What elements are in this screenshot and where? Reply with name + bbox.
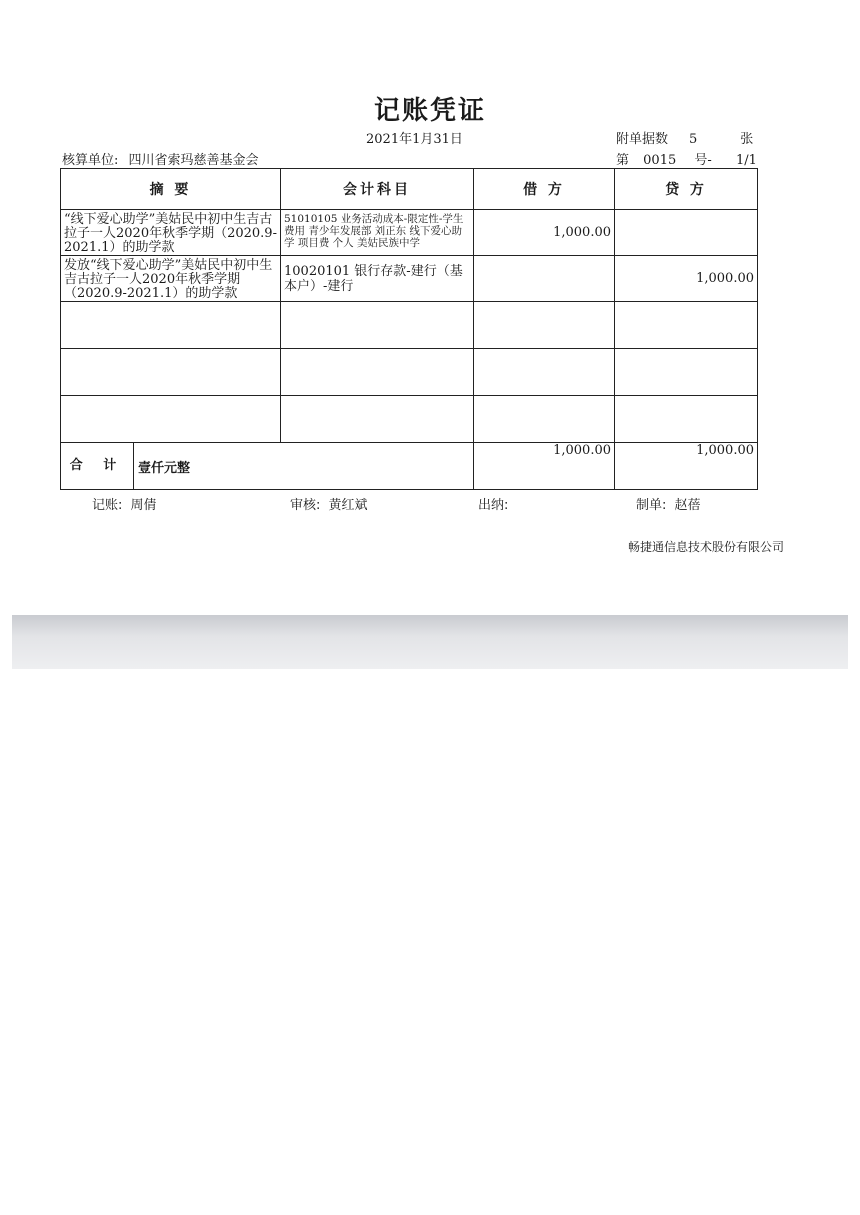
- software-company: 畅捷通信息技术股份有限公司: [628, 540, 785, 554]
- attachments-number: 5: [689, 132, 698, 147]
- entry-subject: 51010105 业务活动成本-限定性-学生费用 青少年发展部 刘正东 线下爱心助学 项目费 个人 美姑民族中学: [281, 210, 474, 256]
- accounting-unit: [62, 149, 259, 168]
- entry-debit: [474, 210, 615, 256]
- scan-edge: [12, 615, 848, 669]
- attachments-count: [616, 128, 753, 147]
- bookkeeper-name: 周倩: [130, 498, 157, 513]
- entry-credit: [615, 210, 758, 256]
- empty-row: [61, 349, 758, 396]
- header-summary: 摘 要: [61, 169, 281, 210]
- voucher-title: 记账凭证: [373, 96, 486, 126]
- voucher-page: 1/1: [735, 153, 757, 168]
- table-header-row: [61, 169, 758, 210]
- preparer-signature: [636, 494, 701, 513]
- accounting-unit-label: 核算单位:: [62, 153, 119, 168]
- empty-row: [61, 302, 758, 349]
- attachments-label: 附单据数: [616, 132, 669, 147]
- entry-credit-value: 1,000.00: [696, 271, 754, 286]
- total-label: 合 计: [61, 443, 134, 489]
- bookkeeper-label: 记账:: [92, 498, 123, 513]
- total-debit: [474, 443, 615, 490]
- table-row: [61, 210, 758, 256]
- entry-credit: [615, 256, 758, 302]
- voucher-date: 2021年1月31日: [366, 132, 463, 147]
- accounting-unit-value: 四川省索玛慈善基金会: [128, 153, 259, 168]
- reviewer-signature: [290, 494, 368, 513]
- voucher-number-suffix: 号-: [694, 153, 712, 168]
- voucher-table: [60, 168, 758, 490]
- header-debit: 借 方: [474, 169, 615, 210]
- voucher-number: [616, 149, 757, 168]
- voucher-number-value: 0015: [643, 153, 677, 168]
- voucher-number-prefix: 第: [616, 153, 630, 168]
- entry-debit: [474, 256, 615, 302]
- entry-debit-value: 1,000.00: [553, 225, 611, 240]
- total-credit: [615, 443, 758, 490]
- total-row: [61, 443, 758, 490]
- cashier-signature: [478, 494, 508, 513]
- preparer-label: 制单:: [636, 498, 667, 513]
- bookkeeper-signature: [92, 494, 157, 513]
- reviewer-label: 审核:: [290, 498, 321, 513]
- table-row: [61, 256, 758, 302]
- header-subject: 会计科目: [281, 169, 474, 210]
- cashier-label: 出纳:: [478, 498, 509, 513]
- total-cell: [61, 443, 474, 490]
- header-credit: 贷 方: [615, 169, 758, 210]
- reviewer-name: 黄红斌: [328, 498, 368, 513]
- entry-summary: 发放“线下爱心助学”美姑民中初中生吉古拉子一人2020年秋季学期（2020.9-2021.1）的助学款: [61, 256, 281, 302]
- total-amount-words: 壹仟元整: [138, 460, 191, 476]
- entry-subject: 10020101 银行存款-建行（基本户）-建行: [281, 256, 474, 302]
- empty-row: [61, 396, 758, 443]
- total-credit-value: 1,000.00: [696, 443, 754, 458]
- attachments-unit: 张: [740, 132, 754, 147]
- entry-summary: “线下爱心助学”美姑民中初中生吉古拉子一人2020年秋季学期（2020.9-2021.1）的助学款: [61, 210, 281, 256]
- preparer-name: 赵蓓: [674, 498, 701, 513]
- total-debit-value: 1,000.00: [553, 443, 611, 458]
